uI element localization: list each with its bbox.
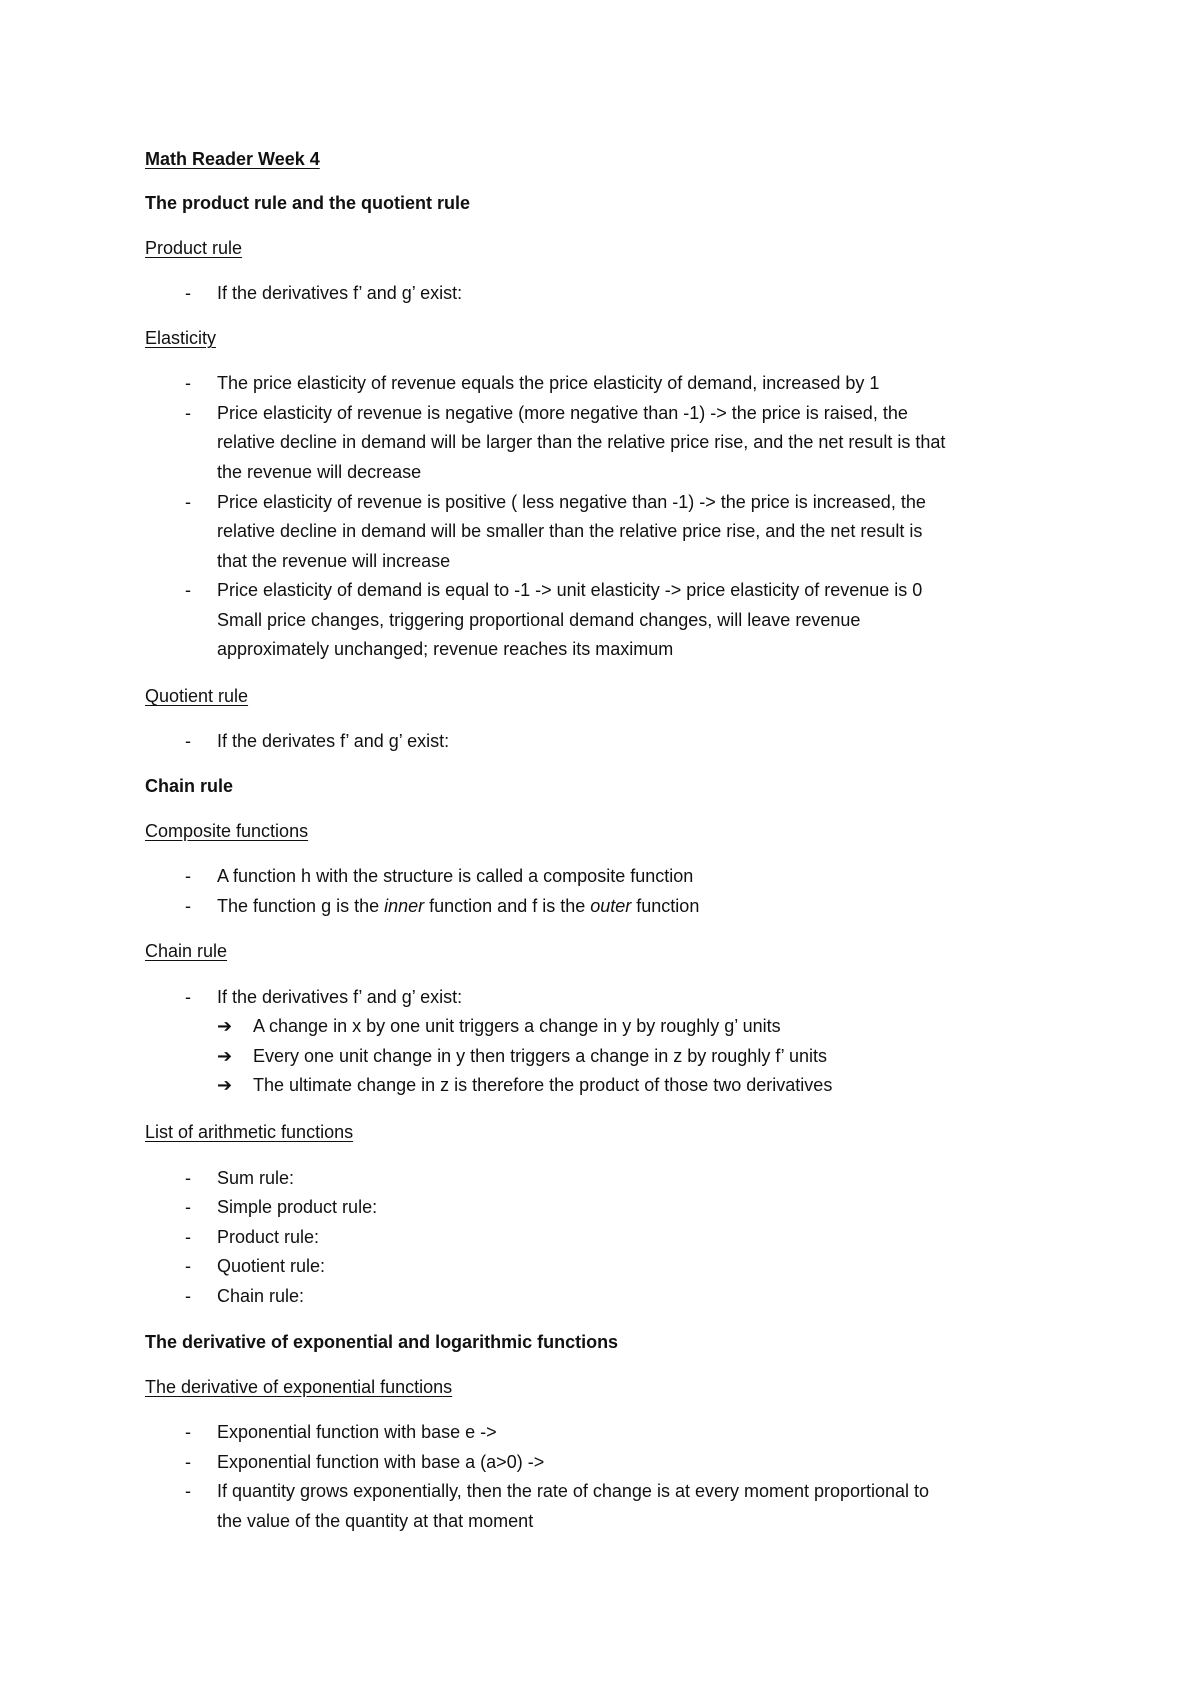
bullet-dash: - — [185, 731, 191, 751]
bullet-dash: - — [185, 1256, 191, 1276]
chain-rule-arrow-item: A change in x by one unit triggers a change in y by roughly g’ units — [253, 1016, 781, 1036]
bullet-dash: - — [185, 283, 191, 303]
composite-item: A function h with the structure is called a composite function — [217, 866, 694, 886]
product-rule-item: If the derivatives f’ and g’ exist: — [217, 283, 463, 303]
composite-text: The function g is the — [217, 896, 385, 916]
elasticity-item: The price elasticity of revenue equals the price elasticity of demand, increased by 1 — [217, 373, 880, 393]
elasticity-item-continued: approximately unchanged; revenue reaches its maximum — [217, 639, 674, 659]
elasticity-item-continued: the revenue will decrease — [217, 462, 422, 482]
chain-rule-arrow-item: Every one unit change in y then triggers a change in z by roughly f’ units — [253, 1046, 827, 1066]
bullet-dash: - — [185, 1286, 191, 1306]
section-heading-product-quotient: The product rule and the quotient rule — [145, 193, 471, 213]
inner-emphasis: inner — [384, 896, 425, 916]
bullet-dash: - — [185, 1168, 191, 1188]
bullet-dash: - — [185, 1422, 191, 1442]
bullet-dash: - — [185, 1452, 191, 1472]
subheading-product-rule: Product rule — [145, 238, 243, 258]
bullet-dash: - — [185, 373, 191, 393]
subheading-exp-functions: The derivative of exponential functions — [145, 1377, 453, 1397]
section-heading-exp-log: The derivative of exponential and logarithmic functions — [145, 1332, 619, 1352]
bullet-dash: - — [185, 896, 191, 916]
arithmetic-item: Product rule: — [217, 1227, 320, 1247]
exp-item: Exponential function with base a (a>0) -> — [217, 1452, 545, 1472]
arithmetic-item: Quotient rule: — [217, 1256, 326, 1276]
bullet-dash: - — [185, 1197, 191, 1217]
arrow-right-icon: ➔ — [217, 1046, 233, 1066]
subheading-elasticity: Elasticity — [145, 328, 217, 348]
composite-text: function — [631, 896, 700, 916]
exp-item: If quantity grows exponentially, then the rate of change is at every moment proportional to — [217, 1481, 930, 1501]
section-heading-chain-rule: Chain rule — [145, 776, 234, 796]
chain-rule-arrow-item: The ultimate change in z is therefore the product of those two derivatives — [253, 1075, 833, 1095]
elasticity-item: Price elasticity of demand is equal to -1 -> unit elasticity -> price elasticity of revenue is 0 — [217, 580, 923, 600]
bullet-dash: - — [185, 1481, 191, 1501]
bullet-dash: - — [185, 1227, 191, 1247]
bullet-dash: - — [185, 580, 191, 600]
bullet-dash: - — [185, 866, 191, 886]
subheading-quotient-rule: Quotient rule — [145, 686, 249, 706]
composite-text: function and f is the — [424, 896, 591, 916]
elasticity-item: Price elasticity of revenue is negative (more negative than -1) -> the price is raised, the — [217, 403, 908, 423]
bullet-dash: - — [185, 987, 191, 1007]
document-title: Math Reader Week 4 — [145, 149, 320, 169]
arrow-right-icon: ➔ — [217, 1016, 233, 1036]
subheading-chain-rule: Chain rule — [145, 941, 228, 961]
elasticity-item-continued: that the revenue will increase — [217, 551, 451, 571]
subheading-composite-functions: Composite functions — [145, 821, 309, 841]
outer-emphasis: outer — [590, 896, 632, 916]
arrow-right-icon: ➔ — [217, 1075, 233, 1095]
quotient-rule-item: If the derivates f’ and g’ exist: — [217, 731, 450, 751]
elasticity-item-continued: Small price changes, triggering proportional demand changes, will leave revenue — [217, 610, 861, 630]
arithmetic-item: Simple product rule: — [217, 1197, 378, 1217]
bullet-dash: - — [185, 403, 191, 423]
arithmetic-item: Chain rule: — [217, 1286, 305, 1306]
exp-item: Exponential function with base e -> — [217, 1422, 497, 1442]
composite-item — [217, 894, 699, 918]
elasticity-item-continued: relative decline in demand will be smaller than the relative price rise, and the net result is — [217, 521, 923, 541]
elasticity-item-continued: relative decline in demand will be larger than the relative price rise, and the net result is that — [217, 432, 946, 452]
bullet-dash: - — [185, 492, 191, 512]
chain-rule-item: If the derivatives f’ and g’ exist: — [217, 987, 463, 1007]
exp-item-continued: the value of the quantity at that moment — [217, 1511, 534, 1531]
subheading-arithmetic-functions: List of arithmetic functions — [145, 1122, 354, 1142]
arithmetic-item: Sum rule: — [217, 1168, 295, 1188]
elasticity-item: Price elasticity of revenue is positive ( less negative than -1) -> the price is increased, the — [217, 492, 926, 512]
